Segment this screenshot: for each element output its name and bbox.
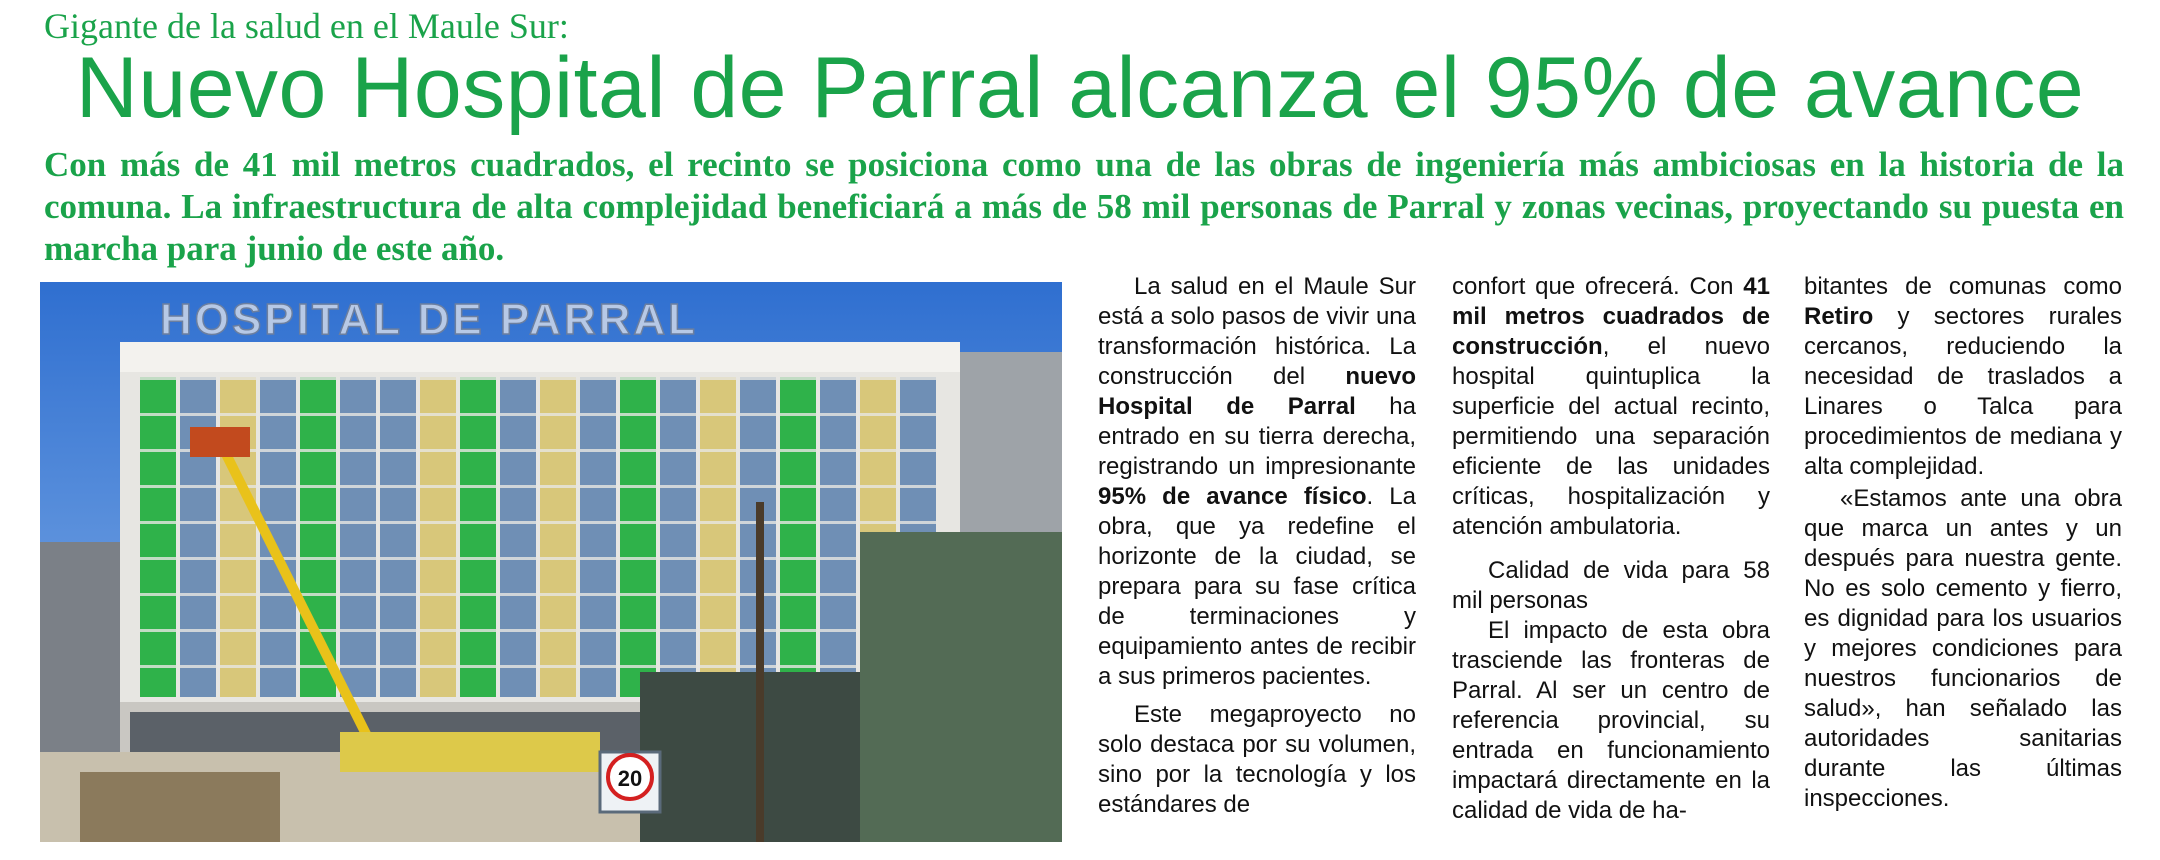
paragraph: Este megaproyecto no solo destaca por su volumen, sino por la tecnología y los estándares de xyxy=(1098,701,1416,818)
body-column-1 xyxy=(1098,272,1416,820)
paragraph: confort que ofrecerá. Con 41 mil metros cuadrados de construcción, el nuevo hospital quintuplica la superficie del actual recinto, permitiendo una separación eficiente de las unidades críticas, hospitalización y atención ambulatoria. xyxy=(1452,273,1770,540)
speed-sign: 20 xyxy=(617,766,643,791)
paragraph: bitantes de comunas como Retiro y sectores rurales cercanos, reduciendo la necesidad de traslados a Linares o Talca para procedimientos de mediana y alta complejidad. xyxy=(1804,273,2122,480)
article-deck: Con más de 41 mil metros cuadrados, el recinto se posiciona como una de las obras de ingeniería más ambiciosas en la historia de la comuna. La infraestructura de alta complejidad beneficiará a más de 58 mil personas de Parral y zonas vecinas, proyectando su puesta en marcha para junio de este año. xyxy=(44,145,2124,268)
hospital-photo xyxy=(40,282,1062,842)
subheading: Calidad de vida para 58 mil personas xyxy=(1452,557,1770,614)
article-headline: Nuevo Hospital de Parral alcanza el 95% de avance xyxy=(75,40,2085,136)
building-sign: HOSPITAL DE PARRAL xyxy=(160,295,699,344)
paragraph: El impacto de esta obra trasciende las fronteras de Parral. Al ser un centro de referencia provincial, su entrada en funcionamiento impactará directamente en la calidad de vida de ha- xyxy=(1452,617,1770,824)
body-column-3 xyxy=(1804,272,2122,814)
body-column-2 xyxy=(1452,272,1770,826)
quote-paragraph: «Estamos ante una obra que marca un antes y un después para nuestra gente. No es solo cemento y fierro, es dignidad para los usuarios y mejores condiciones para nuestros funcionarios de salud», han señalado las autoridades sanitarias durante las últimas inspecciones. xyxy=(1804,485,2122,812)
article-kicker: Gigante de la salud en el Maule Sur: xyxy=(44,6,569,46)
paragraph: La salud en el Maule Sur está a solo pasos de vivir una transformación histórica. La construcción del nuevo Hospital de Parral ha entrado en su tierra derecha, registrando un impresionante 95% de avance físico. La obra, que ya redefine el horizonte de la ciudad, se prepara para su fase crítica de terminaciones y equipamiento antes de recibir a sus primeros pacientes. xyxy=(1098,273,1416,690)
